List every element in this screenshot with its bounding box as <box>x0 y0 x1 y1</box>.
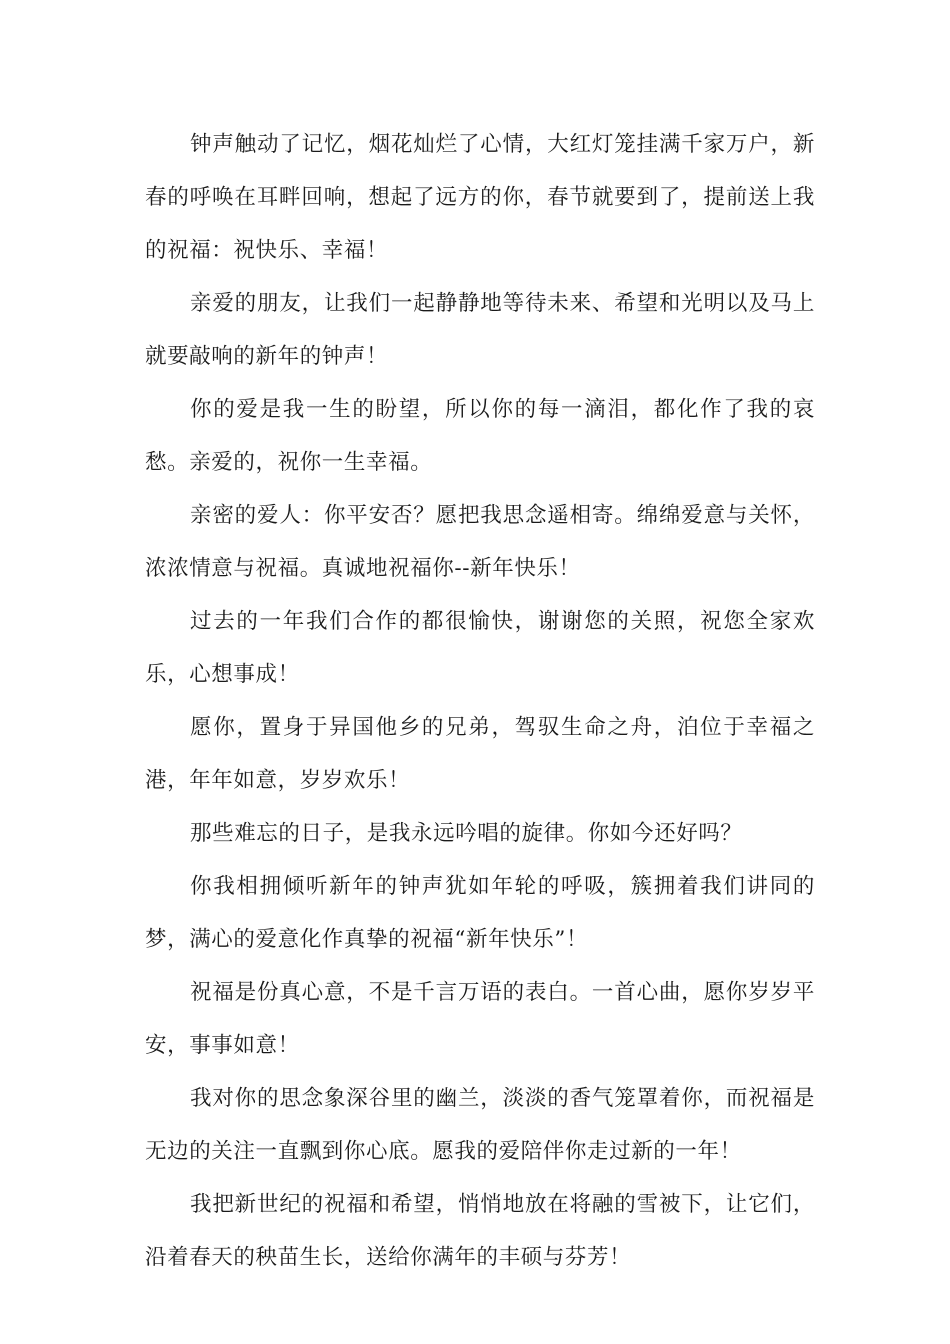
paragraph: 祝福是份真心意，不是千言万语的表白。一首心曲，愿你岁岁平安，事事如意！ <box>145 980 815 1058</box>
paragraph: 你的爱是我一生的盼望，所以你的每一滴泪，都化作了我的哀愁。亲爱的，祝你一生幸福。 <box>145 397 815 475</box>
document-body <box>145 118 815 1284</box>
paragraph: 亲爱的朋友，让我们一起静静地等待未来、希望和光明以及马上就要敲响的新年的钟声！ <box>145 291 815 369</box>
paragraph: 那些难忘的日子，是我永远吟唱的旋律。你如今还好吗？ <box>190 821 743 846</box>
paragraph: 过去的一年我们合作的都很愉快，谢谢您的关照，祝您全家欢乐，心想事成！ <box>145 609 815 687</box>
paragraph: 我对你的思念象深谷里的幽兰，淡淡的香气笼罩着你，而祝福是无边的关注一直飘到你心底。愿我的爱陪伴你走过新的一年！ <box>145 1086 815 1164</box>
paragraph: 亲密的爱人：你平安否？愿把我思念遥相寄。绵绵爱意与关怀，浓浓情意与祝福。真诚地祝福你--新年快乐！ <box>145 503 815 581</box>
paragraph: 我把新世纪的祝福和希望，悄悄地放在将融的雪被下，让它们，沿着春天的秧苗生长，送给你满年的丰硕与芬芳！ <box>145 1192 815 1270</box>
paragraph: 钟声触动了记忆，烟花灿烂了心情，大红灯笼挂满千家万户，新春的呼唤在耳畔回响，想起了远方的你，春节就要到了，提前送上我的祝福：祝快乐、幸福！ <box>145 132 815 263</box>
paragraph: 愿你，置身于异国他乡的兄弟，驾驭生命之舟，泊位于幸福之港，年年如意，岁岁欢乐！ <box>145 715 815 793</box>
paragraph: 你我相拥倾听新年的钟声犹如年轮的呼吸，簇拥着我们讲同的梦，满心的爱意化作真挚的祝福“新年快乐”！ <box>145 874 815 952</box>
